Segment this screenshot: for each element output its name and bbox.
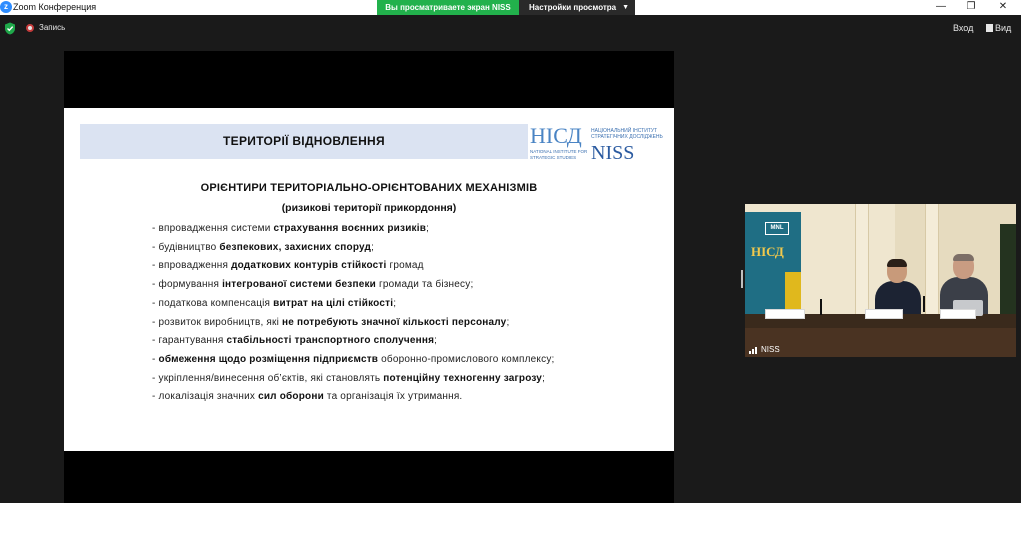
bullet-item: - розвиток виробництв, які не потребують значної кількості персоналу;	[152, 316, 510, 328]
view-label: Вид	[995, 23, 1012, 33]
bullet-list	[152, 220, 662, 407]
slide-heading: ОРІЄНТИРИ ТЕРИТОРІАЛЬНО-ОРІЄНТОВАНИХ МЕХАНІЗМІВ	[200, 182, 538, 194]
record-icon[interactable]	[26, 24, 34, 32]
nameplate	[940, 309, 976, 319]
banner-text: НІСД	[751, 244, 784, 259]
shield-icon[interactable]	[4, 22, 16, 35]
resize-handle[interactable]	[741, 270, 743, 288]
view-options-label: Настройки просмотра	[529, 3, 617, 12]
slide-title-box	[80, 124, 528, 159]
app-title: Zoom Конференция	[13, 2, 97, 12]
niss-logo	[530, 124, 670, 162]
slide-subheading: (ризикові території прикордоння)	[281, 202, 457, 214]
video-tree	[1000, 224, 1016, 324]
minimize-icon[interactable]: —	[936, 1, 946, 12]
bullet-item: - укріплення/винесення об’єктів, які становлять потенційну техногенну загрозу;	[152, 372, 546, 384]
view-icon	[986, 24, 993, 32]
logo-ukr-short: НІСД	[530, 123, 582, 148]
exit-button[interactable]: Вход	[953, 23, 974, 33]
microphone	[923, 296, 925, 312]
shared-screen[interactable]	[64, 51, 674, 503]
microphone	[820, 299, 822, 315]
logo-en-short: NISS	[591, 142, 635, 164]
maximize-icon[interactable]: ❐	[966, 1, 976, 12]
slide-title: ТЕРИТОРІЇ ВІДНОВЛЕННЯ	[223, 134, 385, 148]
participant-video[interactable]	[745, 204, 1016, 357]
share-banner: Вы просматриваете экран NISS	[377, 0, 519, 15]
logo-ukr-full: НАЦІОНАЛЬНИЙ ІНСТИТУТ СТРАТЕГІЧНИХ ДОСЛІДЖЕНЬ	[591, 128, 663, 140]
view-options-button[interactable]	[519, 0, 635, 15]
presentation-slide	[64, 108, 674, 451]
bullet-item: - локалізація значних сил оборони та організація їх утримання.	[152, 391, 463, 403]
bullet-item: - формування інтегрованої системи безпеки громади та бізнесу;	[152, 279, 474, 291]
view-button[interactable]	[986, 22, 1011, 35]
nameplate	[865, 309, 903, 319]
bullet-item: - гарантування стабільності транспортного сполучення;	[152, 335, 438, 347]
bullet-item: - податкова компенсація витрат на цілі стійкості;	[152, 297, 397, 309]
bullet-item: - впровадження системи страхування воєнних ризиків;	[152, 223, 430, 234]
banner-badge: MNL	[765, 222, 789, 235]
nameplate	[765, 309, 805, 319]
title-bar	[0, 0, 1024, 15]
bullet-item: - будівництво безпекових, захисних споруд;	[152, 241, 375, 253]
bullet-item: - впровадження додаткових контурів стійкості громад	[152, 260, 424, 272]
video-pilaster	[925, 204, 939, 314]
logo-en-full: NATIONAL INSTITUTE FOR STRATEGIC STUDIES	[530, 149, 588, 160]
video-table-front	[745, 328, 1016, 357]
participant-name: NISS	[761, 345, 780, 354]
signal-icon	[749, 346, 759, 354]
video-pilaster	[855, 204, 869, 314]
record-label[interactable]: Запись	[39, 23, 66, 32]
chevron-down-icon: ▼	[622, 4, 629, 11]
close-icon[interactable]: ✕	[998, 1, 1008, 12]
zoom-logo-icon: z	[0, 1, 12, 13]
bullet-item: - обмеження щодо розміщення підприємств оборонно-промислового комплексу;	[152, 353, 555, 365]
